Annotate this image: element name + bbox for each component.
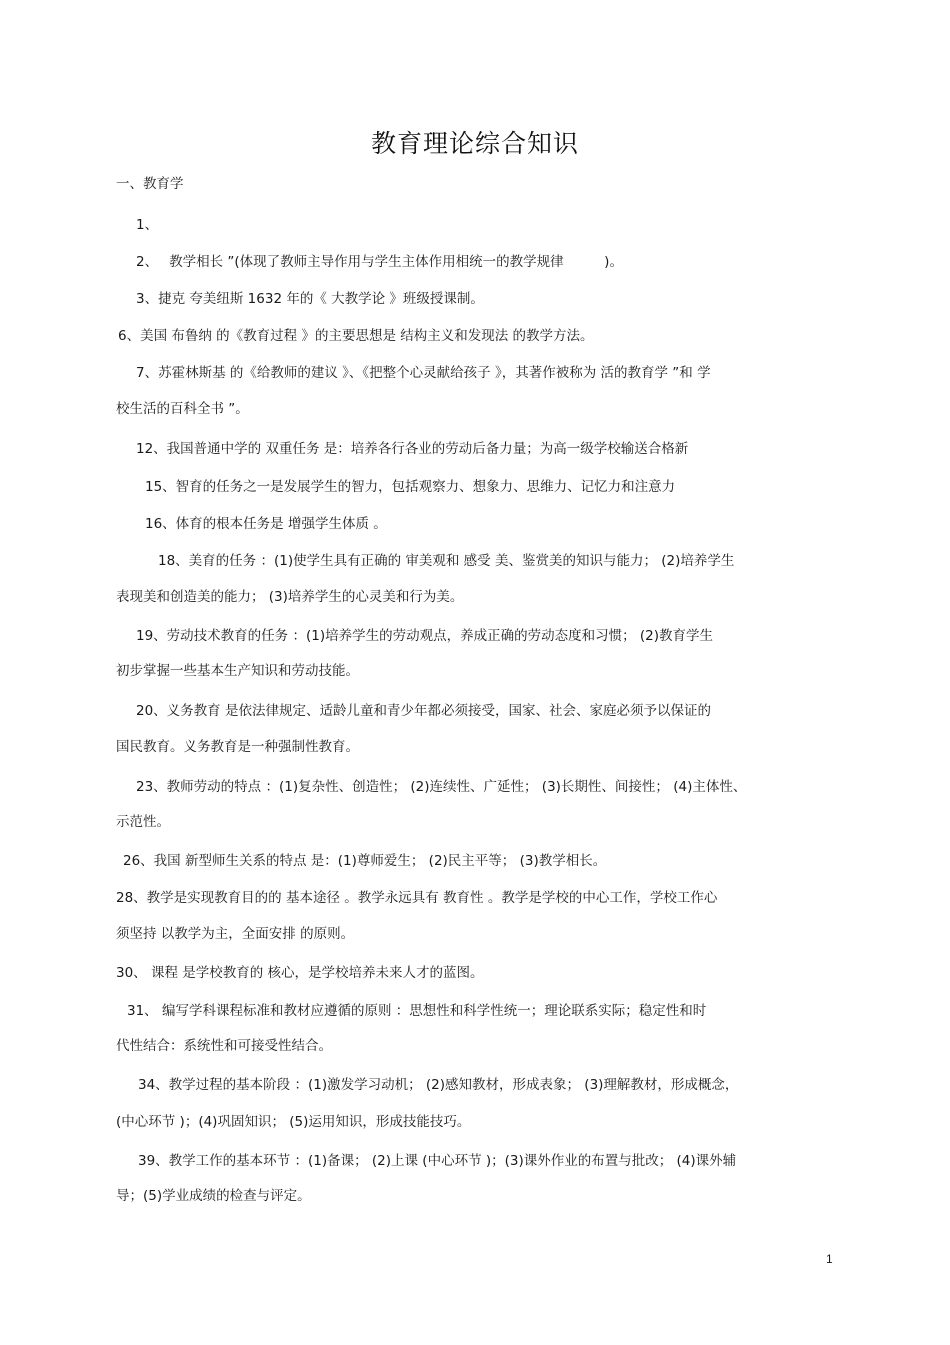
list-item: 30、 课程 是学校教育的 核心，是学校培养未来人才的蓝图。 [116, 965, 484, 981]
section-heading: 一、教育学 [116, 176, 184, 192]
list-item: 2、 教学相长 ”(体现了教师主导作用与学生主体作用相统一的教学规律 )。 [136, 254, 623, 270]
list-item: 7、苏霍林斯基 的《给教师的建议 》、《把整个心灵献给孩子 》，其著作被称为 活的教育学 ”和 学 [136, 365, 711, 381]
list-item: 国民教育。义务教育是一种强制性教育。 [116, 739, 359, 755]
list-item: 须坚持 以教学为主，全面安排 的原则。 [116, 926, 355, 942]
list-item: 39、教学工作的基本环节 ：(1)备课； (2)上课 (中心环节 )；(3)课外作业的布置与批改； (4)课外辅 [138, 1153, 737, 1169]
list-item: 28、教学是实现教育目的的 基本途径 。教学永远具有 教育性 。教学是学校的中心工作，学校工作心 [116, 890, 718, 906]
list-item: 34、教学过程的基本阶段 ：(1)激发学习动机； (2)感知教材，形成表象； (3)理解教材，形成概念， [138, 1077, 739, 1093]
list-item: 3、捷克 夸美纽斯 1632 年的《 大教学论 》班级授课制。 [136, 291, 484, 307]
list-item: 校生活的百科全书 ”。 [116, 401, 249, 417]
list-item: (中心环节 )；(4)巩固知识； (5)运用知识，形成技能技巧。 [116, 1114, 471, 1130]
list-item: 6、美国 布鲁纳 的《教育过程 》的主要思想是 结构主义和发现法 的教学方法。 [118, 328, 594, 344]
page-title: 教育理论综合知识 [370, 129, 579, 158]
list-item: 19、劳动技术教育的任务 ：(1)培养学生的劳动观点，养成正确的劳动态度和习惯； (2)教育学生 [136, 628, 714, 644]
page-number: 1 [826, 1252, 833, 1266]
list-item: 23、教师劳动的特点 ：(1)复杂性、创造性； (2)连续性、广延性； (3)长期性、间接性； (4)主体性、 [136, 779, 747, 795]
list-item: 16、体育的根本任务是 增强学生体质 。 [145, 516, 387, 532]
list-item: 导；(5)学业成绩的检查与评定。 [116, 1188, 311, 1204]
list-item: 18、美育的任务 ：(1)使学生具有正确的 审美观和 感受 美、鉴赏美的知识与能力； (2)培养学生 [158, 553, 735, 569]
list-item: 26、我国 新型师生关系的特点 是：(1)尊师爱生； (2)民主平等； (3)教学相长。 [123, 853, 607, 869]
list-item: 1、 [136, 217, 159, 233]
list-item: 31、 编写学科课程标准和教材应遵循的原则 ：思想性和科学性统一；理论联系实际；稳定性和时 [127, 1003, 707, 1019]
list-item: 表现美和创造美的能力； (3)培养学生的心灵美和行为美。 [116, 589, 464, 605]
list-item: 12、我国普通中学的 双重任务 是：培养各行各业的劳动后备力量；为高一级学校输送合格新 [136, 441, 689, 457]
list-item: 初步掌握一些基本生产知识和劳动技能。 [116, 663, 359, 679]
list-item: 20、义务教育 是依法律规定、适龄儿童和青少年都必须接受，国家、社会、家庭必须予以保证的 [136, 703, 711, 719]
list-item: 代性结合：系统性和可接受性结合。 [116, 1038, 332, 1054]
list-item: 示范性。 [116, 814, 170, 830]
list-item: 15、智育的任务之一是发展学生的智力，包括观察力、想象力、思维力、记忆力和注意力 [145, 479, 676, 495]
